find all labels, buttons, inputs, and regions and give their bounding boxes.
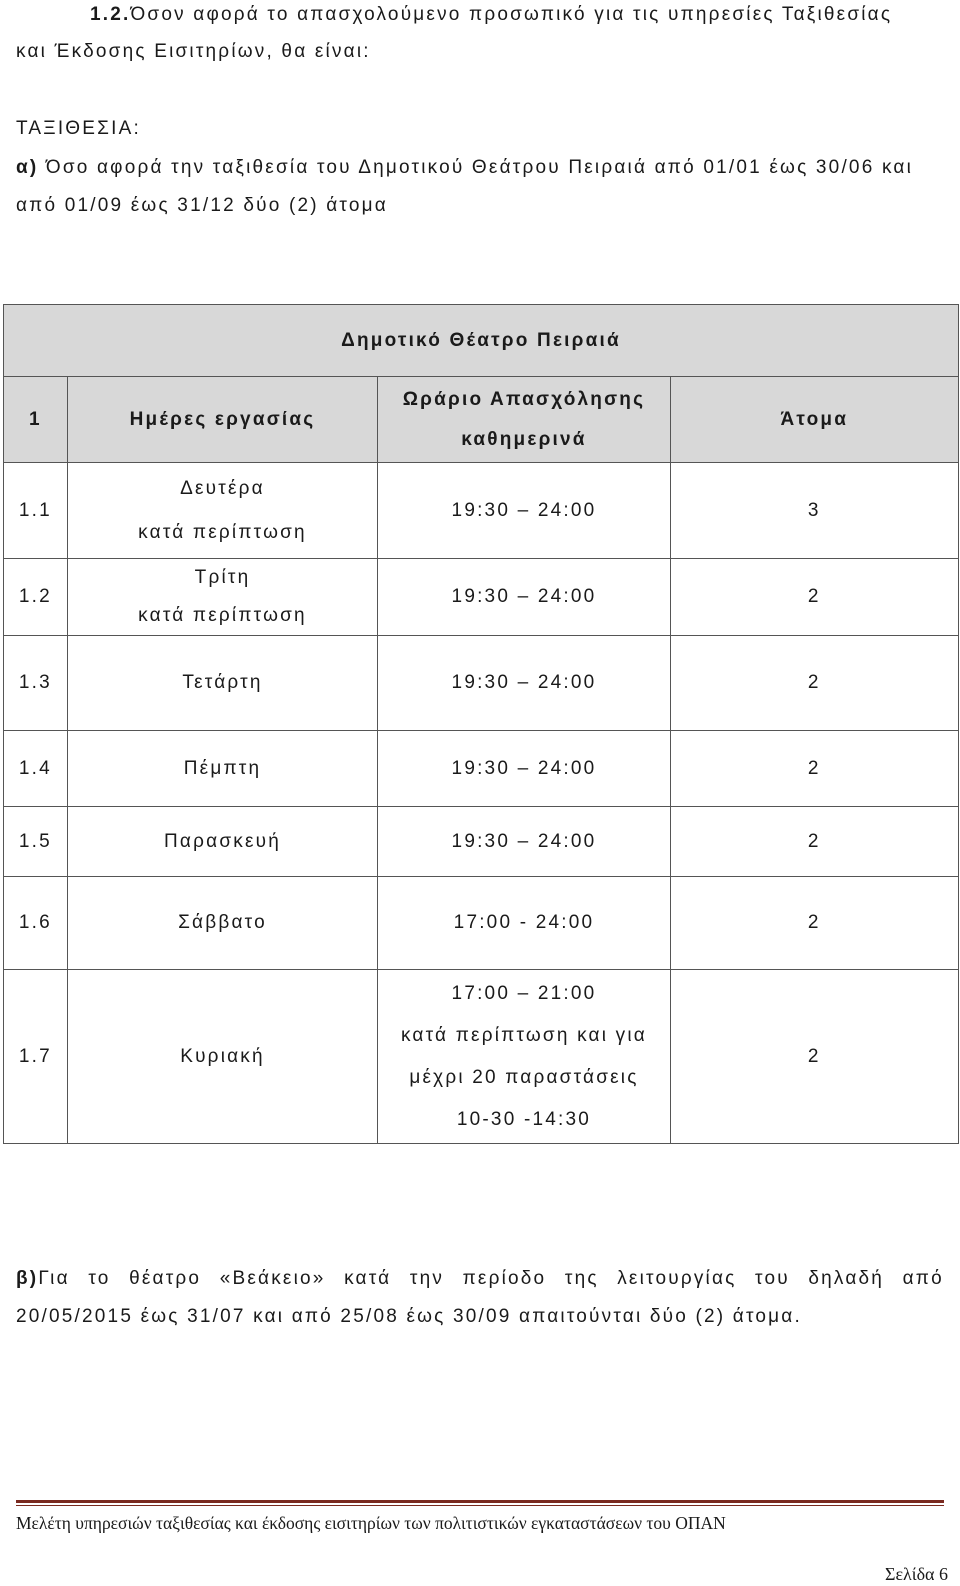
row-num: 1.4 xyxy=(4,731,68,807)
paragraph-b-word: «Βεάκειο» xyxy=(219,1268,326,1289)
paragraph-b-word: λειτουργίας xyxy=(617,1268,737,1289)
row-num: 1.2 xyxy=(4,559,68,636)
header-hours xyxy=(378,377,670,463)
paragraph-a-continued: από 01/09 έως 31/12 δύο (2) άτομα xyxy=(16,195,388,216)
header-hours-line2: καθημερινά xyxy=(461,428,587,450)
table-title: Δημοτικό Θέατρο Πειραιά xyxy=(4,305,959,377)
row-day xyxy=(67,463,378,559)
section-number: 1.2. xyxy=(90,4,131,25)
header-num: 1 xyxy=(4,377,68,463)
row-hours: 19:30 – 24:00 xyxy=(378,731,670,807)
paragraph-b-word: θέατρο xyxy=(129,1268,202,1289)
row-num: 1.6 xyxy=(4,877,68,970)
row-day-name: Τρίτη xyxy=(194,567,251,588)
row-num: 1.3 xyxy=(4,636,68,731)
section-heading xyxy=(90,4,892,26)
section-heading-text: Όσον αφορά το απασχολούμενο προσωπικό για τις υπηρεσίες Ταξιθεσίας xyxy=(130,4,893,25)
section-heading-continued: και Έκδοσης Εισιτηρίων, θα είναι: xyxy=(16,41,371,62)
row-hours: 19:30 – 24:00 xyxy=(378,807,670,877)
paragraph-b-word: του xyxy=(755,1268,790,1289)
table-row xyxy=(4,636,959,731)
row-day: Σάββατο xyxy=(67,877,378,970)
row-day-name: Δευτέρα xyxy=(180,477,265,499)
paragraph-a xyxy=(16,157,913,179)
table-title-row xyxy=(4,305,959,377)
row-day: Παρασκευή xyxy=(67,807,378,877)
header-days: Ημέρες εργασίας xyxy=(67,377,378,463)
footer-rule xyxy=(16,1500,944,1503)
row-num: 1.5 xyxy=(4,807,68,877)
row-day: Τετάρτη xyxy=(67,636,378,731)
footer-rule-thin xyxy=(16,1505,944,1506)
paragraph-b-word: την xyxy=(409,1268,445,1289)
paragraph-b-word: της xyxy=(564,1268,599,1289)
paragraph-b-word: από xyxy=(902,1268,944,1289)
paragraph-b-lead: β) xyxy=(16,1268,39,1289)
paragraph-b-word: το xyxy=(88,1268,111,1289)
row-hours: 19:30 – 24:00 xyxy=(378,636,670,731)
row-persons: 2 xyxy=(670,731,958,807)
paragraph-a-lead: α) xyxy=(16,157,39,178)
row-hours: 19:30 – 24:00 xyxy=(378,463,670,559)
paragraph-b-word xyxy=(16,1268,70,1290)
row-num: 1.1 xyxy=(4,463,68,559)
header-persons: Άτομα xyxy=(670,377,958,463)
row-persons: 2 xyxy=(670,970,958,1144)
row-day xyxy=(67,559,378,636)
row-hours: 17:00 - 24:00 xyxy=(378,877,670,970)
table-row xyxy=(4,731,959,807)
ushering-label: ΤΑΞΙΘΕΣΙΑ: xyxy=(16,118,141,139)
row-day: Πέμπτη xyxy=(67,731,378,807)
paragraph-b-continued: 20/05/2015 έως 31/07 και από 25/08 έως 30/09 απαιτούνται δύο (2) άτομα. xyxy=(16,1306,802,1327)
row-persons: 2 xyxy=(670,877,958,970)
paragraph-b-word: περίοδο xyxy=(462,1268,547,1289)
paragraph-b-word-text: Για xyxy=(38,1268,70,1289)
table-row xyxy=(4,970,959,1144)
row-hours-line: 10-30 -14:30 xyxy=(456,1108,592,1130)
paragraph-b xyxy=(16,1268,944,1290)
row-hours: 19:30 – 24:00 xyxy=(378,559,670,636)
row-num: 1.7 xyxy=(4,970,68,1144)
header-hours-line1: Ωράριο Απασχόλησης xyxy=(402,388,646,410)
row-persons: 2 xyxy=(670,807,958,877)
row-hours-line: μέχρι 20 παραστάσεις xyxy=(409,1066,639,1088)
table-header-row xyxy=(4,377,959,463)
paragraph-b-word: δηλαδή xyxy=(808,1268,885,1289)
schedule-table xyxy=(3,304,959,1144)
table-row xyxy=(4,559,959,636)
footer-title: Μελέτη υπηρεσιών ταξιθεσίας και έκδοσης εισιτηρίων των πολιτιστικών εγκαταστάσεων του ΟΠΑΝ xyxy=(16,1513,726,1533)
paragraph-b-word: κατά xyxy=(344,1268,392,1289)
row-day: Κυριακή xyxy=(67,970,378,1144)
table-row xyxy=(4,807,959,877)
row-hours-line: 17:00 – 21:00 xyxy=(451,982,597,1004)
table-row xyxy=(4,463,959,559)
row-hours xyxy=(378,970,670,1144)
row-persons: 2 xyxy=(670,559,958,636)
row-persons: 2 xyxy=(670,636,958,731)
row-day-note: κατά περίπτωση xyxy=(138,605,307,626)
row-persons: 3 xyxy=(670,463,958,559)
table-row xyxy=(4,877,959,970)
paragraph-a-text: Όσο αφορά την ταξιθεσία του Δημοτικού Θεάτρου Πειραιά από 01/01 έως 30/06 και xyxy=(38,157,914,178)
page-number: Σελίδα 6 xyxy=(884,1564,948,1584)
row-hours-line: κατά περίπτωση και για xyxy=(400,1024,647,1046)
row-day-note: κατά περίπτωση xyxy=(138,521,307,543)
